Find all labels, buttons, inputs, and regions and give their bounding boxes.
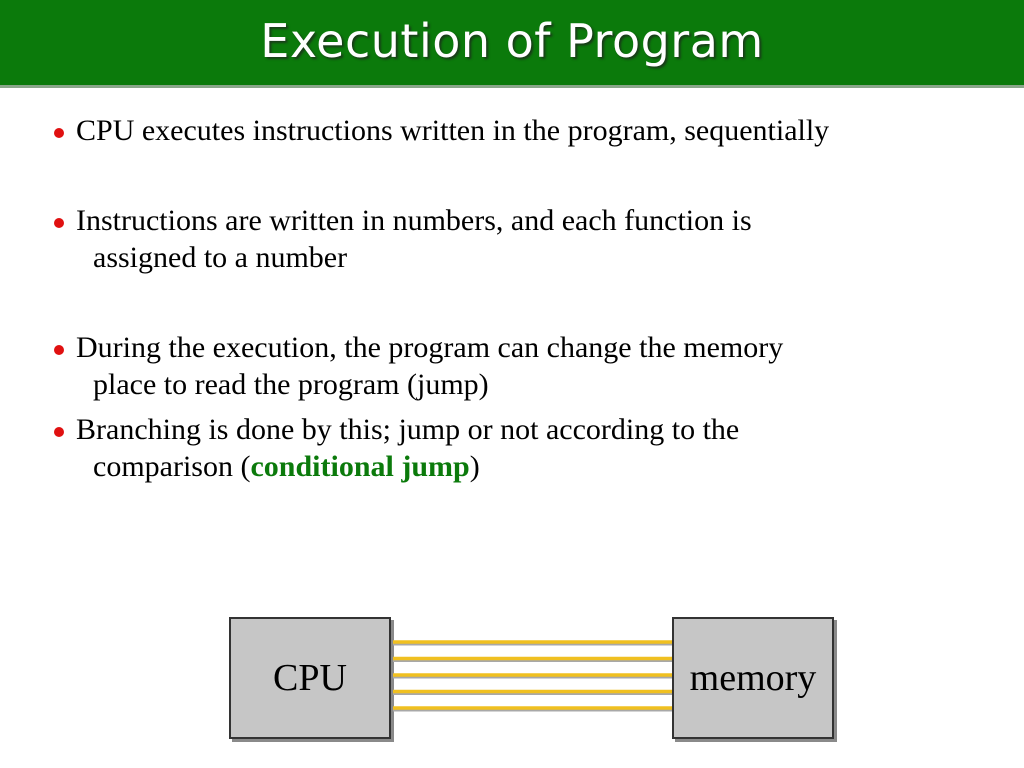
bullet-text-pre: comparison ( [93, 450, 251, 483]
bullet-dot-icon [54, 345, 64, 355]
bullet-text: CPU executes instructions written in the program, sequentially [76, 114, 830, 147]
bullet-item [52, 202, 972, 276]
title-bar [0, 0, 1024, 88]
bullet-item [52, 112, 972, 149]
slide-title: Execution of Program [260, 14, 764, 68]
bullet-dot-icon [54, 128, 64, 138]
bullet-text-continued: assigned to a number [93, 241, 348, 274]
bullet-text: Instructions are written in numbers, and each function is [76, 204, 752, 237]
bullet-list [52, 112, 972, 485]
cpu-label: CPU [273, 657, 347, 699]
bus-lines [393, 630, 672, 730]
memory-label: memory [689, 657, 817, 699]
bullet-item [52, 411, 972, 485]
bullet-text-continued [76, 448, 972, 485]
bullet-text: During the execution, the program can change the memory [76, 331, 784, 364]
conditional-jump-highlight: conditional jump [250, 450, 470, 483]
bullet-item [52, 329, 972, 403]
bullet-text-post: ) [469, 450, 480, 483]
bullet-dot-icon [54, 218, 64, 228]
bullet-text: Branching is done by this; jump or not according to the [76, 413, 740, 446]
cpu-box [229, 617, 391, 739]
bullet-dot-icon [54, 427, 64, 437]
bullet-text-continued: place to read the program (jump) [93, 368, 489, 401]
memory-box [672, 617, 834, 739]
